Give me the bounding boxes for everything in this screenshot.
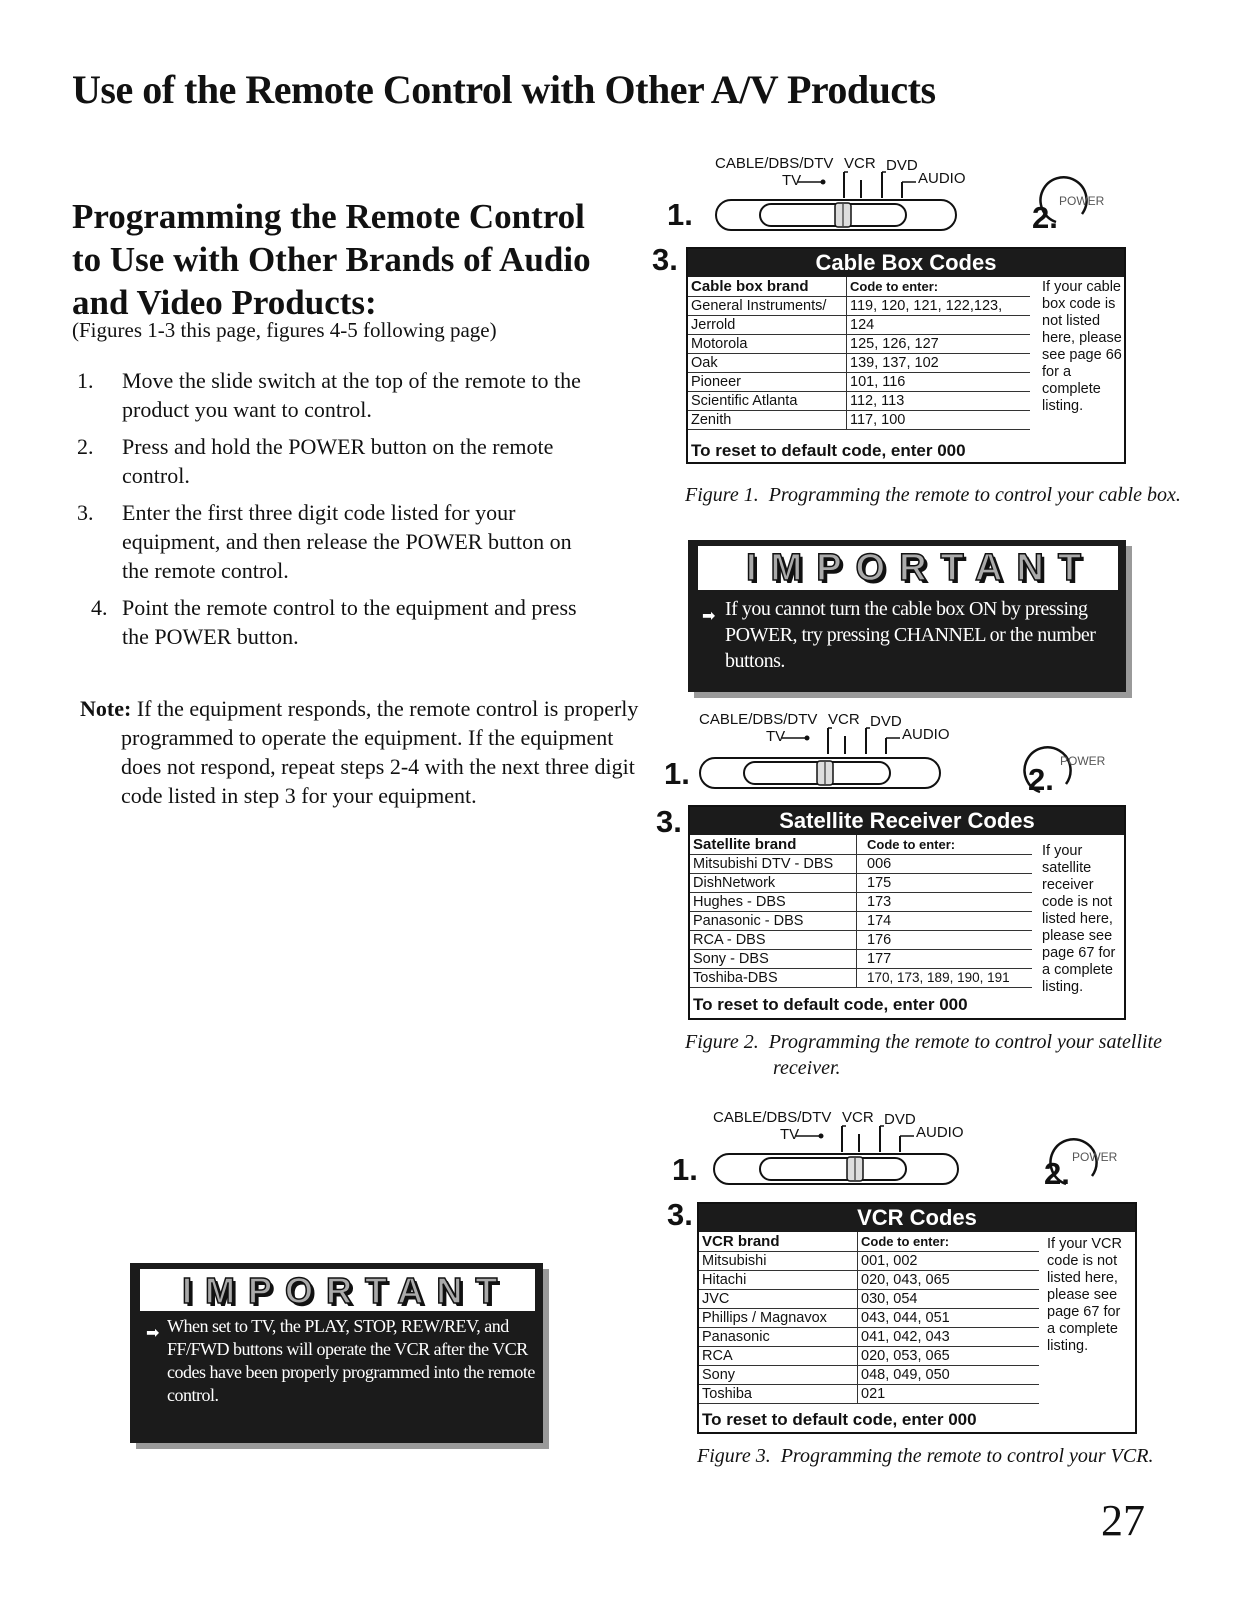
table-row [690,912,1032,931]
brand-cell: RCA - DBS [690,931,857,950]
table-title: Cable Box Codes [688,249,1124,277]
brand-cell: Panasonic [699,1328,858,1347]
switch-label-tv: TV [782,172,802,189]
code-cell: 177 [857,950,1033,969]
code-cell: 048, 049, 050 [858,1366,1040,1385]
step-number: 1. [77,368,94,393]
note-text: If the equipment responds, the remote control is properly programmed to operate the equipment. If the equipment does not respond, repeat steps 2-4 with the next three digit code listed in step 3 for your equipment. [121,696,639,808]
code-cell: 112, 113 [847,392,1031,411]
table-row [699,1366,1039,1385]
column-header-code: Code to enter: [857,835,1033,855]
switch-label-dvd: DVD [886,157,918,174]
table-row [690,874,1032,893]
step-item [72,498,602,585]
brand-cell: Toshiba-DBS [690,969,857,988]
table-row [690,950,1032,969]
table-row [688,373,1030,392]
brand-cell: Pioneer [688,373,847,392]
side-note: If your satellite receiver code is not listed here, please see page 67 for a complete listing. [1042,843,1116,995]
side-note: If your cable box code is not listed here, please see page 66 for a complete listing. [1042,279,1122,414]
column-header-code: Code to enter: [847,277,1031,297]
section-title: Programming the Remote Control to Use with Other Brands of Audio and Video Products: [72,197,591,322]
brand-cell: RCA [699,1347,858,1366]
codes-grid [699,1232,1039,1404]
brand-cell: Panasonic - DBS [690,912,857,931]
table-row [690,893,1032,912]
step-item [72,432,602,490]
important-box-tv-mode [130,1263,543,1443]
column-header-brand: Satellite brand [690,835,857,855]
figure-text: Programming the remote to control your satellite receiver. [768,1031,1162,1079]
step-text: Press and hold the POWER button on the remote control. [122,434,554,488]
code-cell: 030, 054 [858,1290,1040,1309]
switch-label-cable: CABLE/DBS/DTV [713,1109,832,1126]
brand-cell: Zenith [688,411,847,430]
code-cell: 125, 126, 127 [847,335,1031,354]
power-button-label: POWER [1072,1150,1118,1164]
step-2-marker: 2. [1044,1156,1070,1191]
brand-cell: Motorola [688,335,847,354]
switch-label-tv: TV [780,1126,800,1143]
reset-instruction: To reset to default code, enter 000 [693,995,968,1014]
arrow-icon: ➡ [146,1323,160,1342]
step-number: 4. [91,595,108,620]
table-row [688,297,1030,316]
code-cell: 001, 002 [858,1252,1040,1271]
step-3-marker: 3. [667,1197,693,1232]
code-cell: 021 [858,1385,1040,1404]
code-cell: 139, 137, 102 [847,354,1031,373]
steps-list [72,366,602,659]
table-row [699,1252,1039,1271]
table-row [699,1290,1039,1309]
step-3-marker: 3. [652,242,678,277]
brand-cell: Jerrold [688,316,847,335]
switch-label-cable: CABLE/DBS/DTV [715,155,834,172]
important-heading: IMPORTANT [746,547,1096,589]
code-cell: 175 [857,874,1033,893]
step-item [72,593,602,651]
switch-label-tv: TV [766,728,786,745]
code-cell: 119, 120, 121, 122,123, [847,297,1031,316]
switch-label-audio: AUDIO [902,726,950,743]
code-cell: 043, 044, 051 [858,1309,1040,1328]
codes-grid [688,277,1030,430]
table-title: VCR Codes [699,1204,1135,1232]
satellite-receiver-codes-table [688,805,1126,1020]
code-cell: 173 [857,893,1033,912]
step-3-marker: 3. [656,804,682,839]
brand-cell: Oak [688,354,847,373]
cable-box-codes-table [686,247,1126,464]
brand-cell: Scientific Atlanta [688,392,847,411]
important-box-cable-power [688,540,1126,692]
code-cell: 041, 042, 043 [858,1328,1040,1347]
code-cell: 020, 043, 065 [858,1271,1040,1290]
step-1-marker: 1. [664,756,690,791]
code-cell: 176 [857,931,1033,950]
important-heading: IMPORTANT [182,1270,511,1311]
remote-slide-switch-diagram [644,708,1124,808]
step-1-marker: 1. [672,1152,698,1187]
table-row [699,1271,1039,1290]
figure-label: Figure 2. [685,1031,759,1053]
brand-cell: JVC [699,1290,858,1309]
switch-label-audio: AUDIO [918,170,966,187]
note-paragraph [80,694,641,810]
section-subtitle: (Figures 1-3 this page, figures 4-5 following page) [72,318,497,342]
table-row [699,1309,1039,1328]
power-button-label: POWER [1059,194,1105,208]
column-header-brand: Cable box brand [688,277,847,297]
step-item [72,366,602,424]
code-cell: 170, 173, 189, 190, 191 [857,969,1033,988]
remote-slide-switch-diagram [660,152,1140,252]
step-number: 3. [77,500,94,525]
brand-cell: Phillips / Magnavox [699,1309,858,1328]
code-cell: 101, 116 [847,373,1031,392]
brand-cell: Mitsubishi [699,1252,858,1271]
arrow-icon: ➡ [702,606,716,625]
table-row [688,411,1030,430]
figure-text: Programming the remote to control your cable box. [768,484,1181,506]
remote-slide-switch-diagram [658,1106,1138,1206]
note-label: Note: [80,696,132,721]
brand-cell: Hitachi [699,1271,858,1290]
step-2-marker: 2. [1028,762,1054,797]
table-row [688,335,1030,354]
step-2-marker: 2. [1032,200,1058,235]
step-text: Enter the first three digit code listed for your equipment, and then release the POWER button on the remote control. [122,500,572,583]
brand-cell: Mitsubishi DTV - DBS [690,855,857,874]
brand-cell: Toshiba [699,1385,858,1404]
column-header-brand: VCR brand [699,1232,858,1252]
page-title: Use of the Remote Control with Other A/V Products [72,67,936,112]
table-row [699,1347,1039,1366]
step-text: Move the slide switch at the top of the remote to the product you want to control. [122,368,581,422]
switch-label-dvd: DVD [870,713,902,730]
code-cell: 020, 053, 065 [858,1347,1040,1366]
switch-label-vcr: VCR [844,155,876,172]
table-row [690,969,1032,988]
page-number: 27 [1101,1496,1145,1545]
codes-grid [690,835,1032,988]
figure-caption [685,1029,1213,1081]
step-number: 2. [77,434,94,459]
code-cell: 006 [857,855,1033,874]
table-row [688,392,1030,411]
table-row [688,316,1030,335]
figure-caption [697,1443,1225,1469]
reset-instruction: To reset to default code, enter 000 [702,1410,977,1429]
table-row [699,1328,1039,1347]
reset-instruction: To reset to default code, enter 000 [691,441,966,460]
vcr-codes-table [697,1202,1137,1434]
table-row [699,1385,1039,1404]
step-1-marker: 1. [667,197,693,232]
brand-cell: DishNetwork [690,874,857,893]
table-title: Satellite Receiver Codes [690,807,1124,835]
code-cell: 124 [847,316,1031,335]
switch-label-cable: CABLE/DBS/DTV [699,711,818,728]
brand-cell: Hughes - DBS [690,893,857,912]
code-cell: 117, 100 [847,411,1031,430]
figure-text: Programming the remote to control your VCR. [780,1445,1154,1467]
brand-cell: General Instruments/ [688,297,847,316]
step-text: Point the remote control to the equipment and press the POWER button. [122,595,577,649]
table-row [688,354,1030,373]
switch-label-dvd: DVD [884,1111,916,1128]
power-button-label: POWER [1060,754,1106,768]
switch-label-vcr: VCR [842,1109,874,1126]
figure-caption [685,482,1237,508]
code-cell: 174 [857,912,1033,931]
important-message: When set to TV, the PLAY, STOP, REW/REV, and FF/FWD buttons will operate the VCR after the VCR codes have been properly programmed into the remote control. [167,1316,535,1405]
figure-label: Figure 1. [685,484,759,506]
brand-cell: Sony [699,1366,858,1385]
switch-label-vcr: VCR [828,711,860,728]
important-message: If you cannot turn the cable box ON by pressing POWER, try pressing CHANNEL or the number buttons. [725,598,1096,672]
column-header-code: Code to enter: [858,1232,1040,1252]
table-row [690,855,1032,874]
switch-label-audio: AUDIO [916,1124,964,1141]
side-note: If your VCR code is not listed here, please see page 67 for a complete listing. [1047,1236,1122,1354]
brand-cell: Sony - DBS [690,950,857,969]
figure-label: Figure 3. [697,1445,771,1467]
table-row [690,931,1032,950]
